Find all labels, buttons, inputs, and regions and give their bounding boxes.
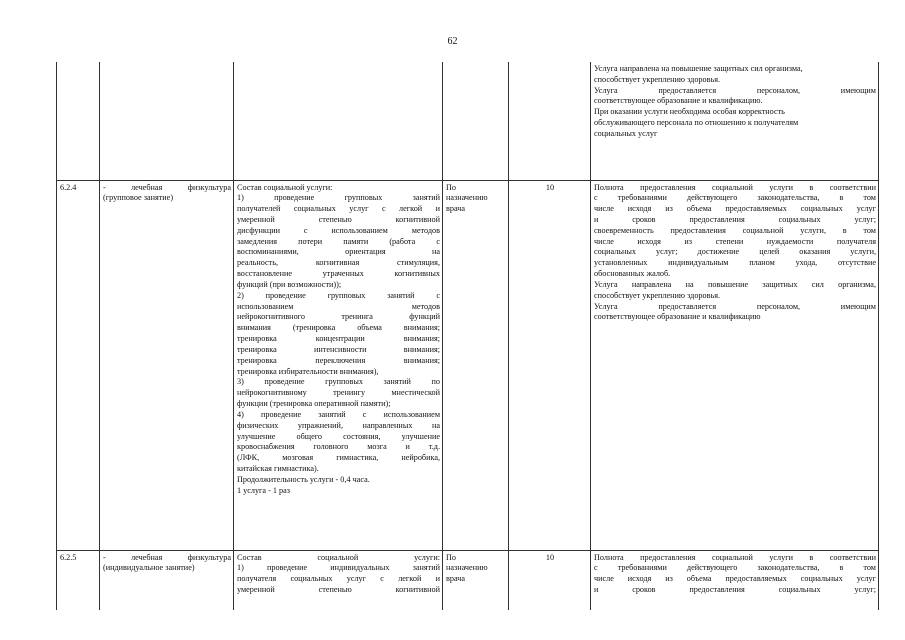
service-name-cell xyxy=(100,62,234,180)
service-basis-cell xyxy=(443,62,509,180)
content-line: дисфункции с использованием методов xyxy=(237,225,440,235)
content-line: улучшение общего состояния, улучшение xyxy=(237,431,440,441)
content-line: функций (при возможности)); xyxy=(237,279,342,289)
page-number: 62 xyxy=(447,36,458,47)
service-name-cell xyxy=(100,180,234,550)
content-line: тренировка избирательности внимания), xyxy=(237,366,379,376)
criteria-line: обслуживающего персонала по отношению к получателям xyxy=(594,118,799,128)
content-line: умеренной степенью когнитивной xyxy=(237,214,440,224)
table-row xyxy=(57,550,879,610)
criteria-line: с требованиями действующего законодательства, в том xyxy=(594,193,876,203)
criteria-line: обоснованных жалоб. xyxy=(594,269,671,279)
basis-line: врача xyxy=(446,574,466,584)
service-code-cell xyxy=(57,62,100,180)
criteria-line: числе исходя из степени нуждаемости получателя xyxy=(594,236,876,246)
content-line: тренировка переключения внимания; xyxy=(237,355,440,365)
basis-line: По xyxy=(446,182,457,192)
criteria-line: Услуга направлена на повышение защитных сил организма, xyxy=(594,279,876,289)
criteria-line: Полнота предоставления социальной услуги в соответствии xyxy=(594,552,876,562)
criteria-line: числе исходя из объема предоставляемых социальных услуг xyxy=(594,574,876,584)
content-line: получателя социальных услуг с легкой и xyxy=(237,574,440,584)
content-line: (ЛФК, мозговая гимнастика, нейробика, xyxy=(237,453,440,463)
service-amount-cell: 10 xyxy=(509,550,591,610)
content-line: Состав социальной услуги: xyxy=(237,182,333,192)
service-content-cell xyxy=(234,550,443,610)
content-line: воспоминаниями, ориентация на xyxy=(237,247,440,257)
content-line: 4) проведение занятий с использованием xyxy=(237,409,440,419)
name-line: - лечебная физкультура xyxy=(103,552,231,562)
basis-line: По xyxy=(446,552,457,562)
service-amount-cell xyxy=(509,62,591,180)
basis-line: назначению xyxy=(446,563,488,573)
service-criteria-cell xyxy=(591,180,879,550)
name-line: (индивидуальное занятие) xyxy=(103,563,195,573)
criteria-line: с требованиями действующего законодательства, в том xyxy=(594,563,876,573)
content-line: кровоснабжения головного мозга и т.д. xyxy=(237,442,440,452)
criteria-line: социальных услуг xyxy=(594,128,658,138)
criteria-line: При оказании услуги необходима особая корректность xyxy=(594,107,785,117)
content-line: реальность, когнитивная стимуляция, xyxy=(237,258,440,268)
criteria-line: и сроков предоставления социальных услуг; xyxy=(594,214,876,224)
table-row xyxy=(57,62,879,180)
content-line: физических упражнений, направленных на xyxy=(237,420,440,430)
criteria-line: установленных индивидуальным планом ухода, отсутствие xyxy=(594,258,876,268)
criteria-line: Услуга предоставляется персоналом, имеющим xyxy=(594,85,876,95)
content-line: китайская гимнастика). xyxy=(237,464,319,474)
services-table xyxy=(56,62,879,610)
criteria-line: Услуга предоставляется персоналом, имеющим xyxy=(594,301,876,311)
content-line: нейрокогнитивного тренинга функций xyxy=(237,312,440,322)
service-criteria-cell xyxy=(591,550,879,610)
service-criteria-cell xyxy=(591,62,879,180)
content-line: замедления потери памяти (работа с xyxy=(237,236,440,246)
content-line: тренировка концентрации внимания; xyxy=(237,334,440,344)
content-line: 2) проведение групповых занятий с xyxy=(237,290,440,300)
content-line: использованием методов xyxy=(237,301,440,311)
content-line: 1) проведение индивидуальных занятий xyxy=(237,563,440,573)
criteria-line: социальных услуг; достижение целей оказания услуги, xyxy=(594,247,876,257)
content-line: умеренной степенью когнитивной xyxy=(237,584,440,594)
service-code-cell: 6.2.5 xyxy=(57,550,100,610)
service-basis-cell xyxy=(443,550,509,610)
content-line: Продолжительность услуги - 0,4 часа. xyxy=(237,474,370,484)
content-line: тренировка интенсивности внимания; xyxy=(237,344,440,354)
service-code-cell: 6.2.4 xyxy=(57,180,100,550)
name-line: (групповое занятие) xyxy=(103,193,174,203)
table-row xyxy=(57,180,879,550)
content-line: 1 услуга - 1 раз xyxy=(237,485,290,495)
service-content-cell xyxy=(234,180,443,550)
service-basis-cell xyxy=(443,180,509,550)
criteria-line: и сроков предоставления социальных услуг; xyxy=(594,584,876,594)
basis-line: назначению xyxy=(446,193,488,203)
criteria-line: Услуга направлена на повышение защитных сил организма, xyxy=(594,64,803,73)
criteria-line: соответствующее образование и квалификацию. xyxy=(594,96,763,106)
criteria-line: способствует укреплению здоровья. xyxy=(594,74,721,84)
content-line: получателей социальных услуг с легкой и xyxy=(237,204,440,214)
criteria-line: соответствующее образование и квалификацию xyxy=(594,312,761,322)
criteria-line: числе исходя из объема предоставляемых социальных услуг xyxy=(594,204,876,214)
content-line: внимания (тренировка объема внимания; xyxy=(237,323,440,333)
name-line: - лечебная физкультура xyxy=(103,182,231,192)
content-line: Состав социальной услуги: xyxy=(237,552,440,562)
service-content-cell xyxy=(234,62,443,180)
content-line: 3) проведение групповых занятий по xyxy=(237,377,440,387)
content-line: 1) проведение групповых занятий xyxy=(237,193,440,203)
criteria-line: способствует укреплению здоровья. xyxy=(594,290,721,300)
service-amount-cell: 10 xyxy=(509,180,591,550)
criteria-line: Полнота предоставления социальной услуги в соответствии xyxy=(594,182,876,192)
content-line: нейрокогнитивному тренингу мнестической xyxy=(237,388,440,398)
content-line: восстановление утраченных когнитивных xyxy=(237,269,440,279)
service-name-cell xyxy=(100,550,234,610)
content-line: функции (тренировка оперативной памяти); xyxy=(237,399,391,409)
basis-line: врача xyxy=(446,204,466,214)
criteria-line: своевременность предоставления социальной услуги, в том xyxy=(594,225,876,235)
